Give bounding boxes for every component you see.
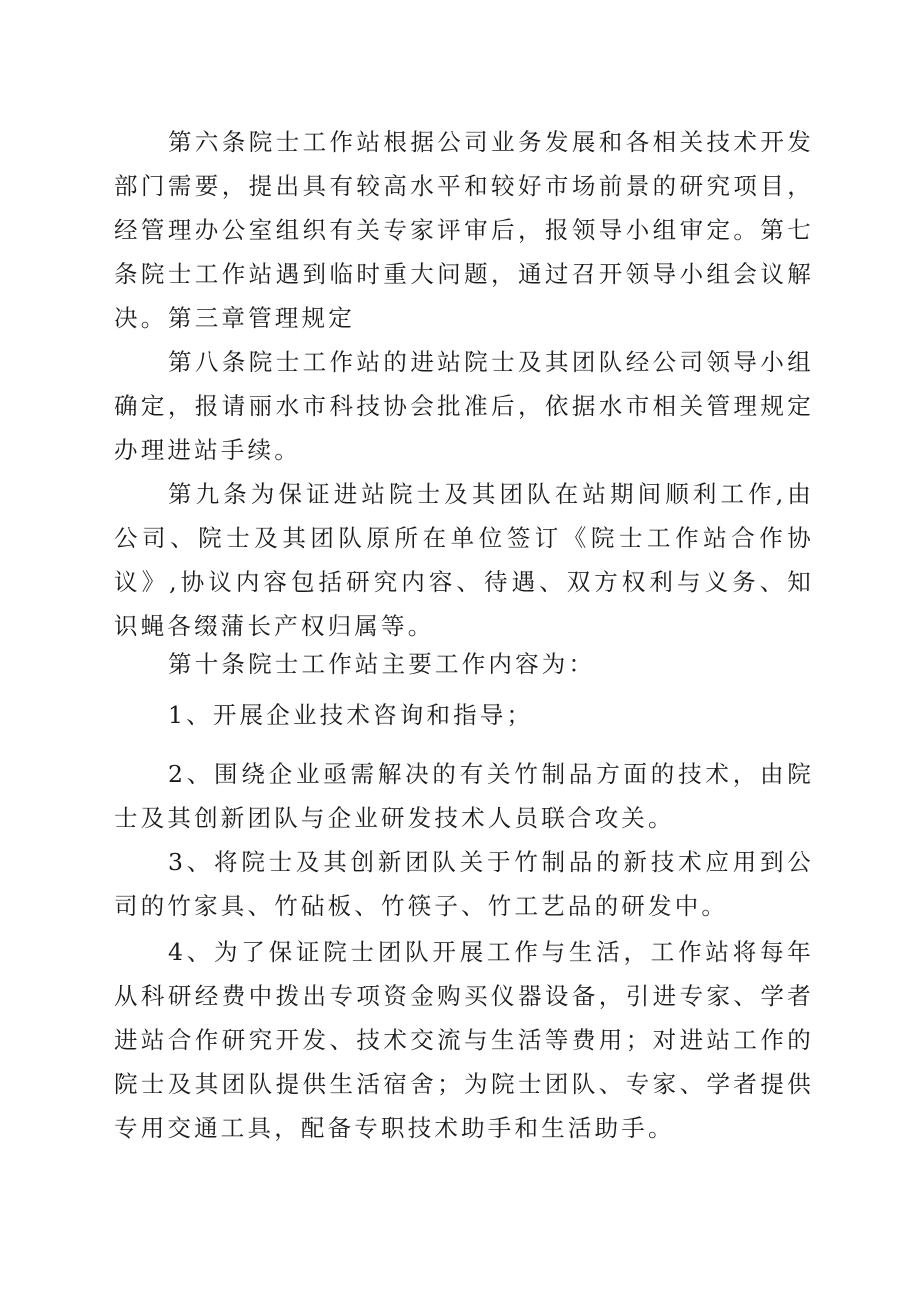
list-item-2: 2、围绕企业亟需解决的有关竹制品方面的技术，由院士及其创新团队与企业研发技术人员联合攻关。 xyxy=(114,760,814,832)
list-item-1: 1、开展企业技术咨询和指导； xyxy=(168,701,534,729)
article-9-paragraph: 第九条为保证进站院士及其团队在站期间顺利工作,由公司、院士及其团队原所在单位签订《院士工作站合作协议》,协议内容包括研究内容、待遇、双方权利与义务、知识蝇各缀蒲长产权归属等。 xyxy=(114,480,814,640)
chapter-3-heading: 第三章管理规定 xyxy=(168,304,355,332)
list-item-3: 3、将院士及其创新团队关于竹制品的新技术应用到公司的竹家具、竹砧板、竹筷子、竹工艺品的研发中。 xyxy=(114,848,814,920)
list-item-4: 4、为了保证院士团队开展工作与生活，工作站将每年从科研经费中拨出专项资金购买仪器设备，引进专家、学者进站合作研究开发、技术交流与生活等费用；对进站工作的院士及其团队提供生活宿舍；为院士团队、专家、学者提供专用交通工具，配备专职技术助手和生活助手。 xyxy=(114,938,814,1142)
article-10-paragraph: 第十条院士工作站主要工作内容为： xyxy=(168,650,596,678)
article-8-paragraph: 第八条院士工作站的进站院士及其团队经公司领导小组确定，报请丽水市科技协会批准后，依据水市相关管理规定办理进站手续。 xyxy=(114,348,814,464)
article-6-7-paragraph: 第六条院士工作站根据公司业务发展和各相关技术开发部门需要，提出具有较高水平和较好市场前景的研究项目，经管理办公室组织有关专家评审后，报领导小组审定。第七条院士工作站遇到临时重大问题，通过召开领导小组会议解决。 xyxy=(114,128,814,332)
